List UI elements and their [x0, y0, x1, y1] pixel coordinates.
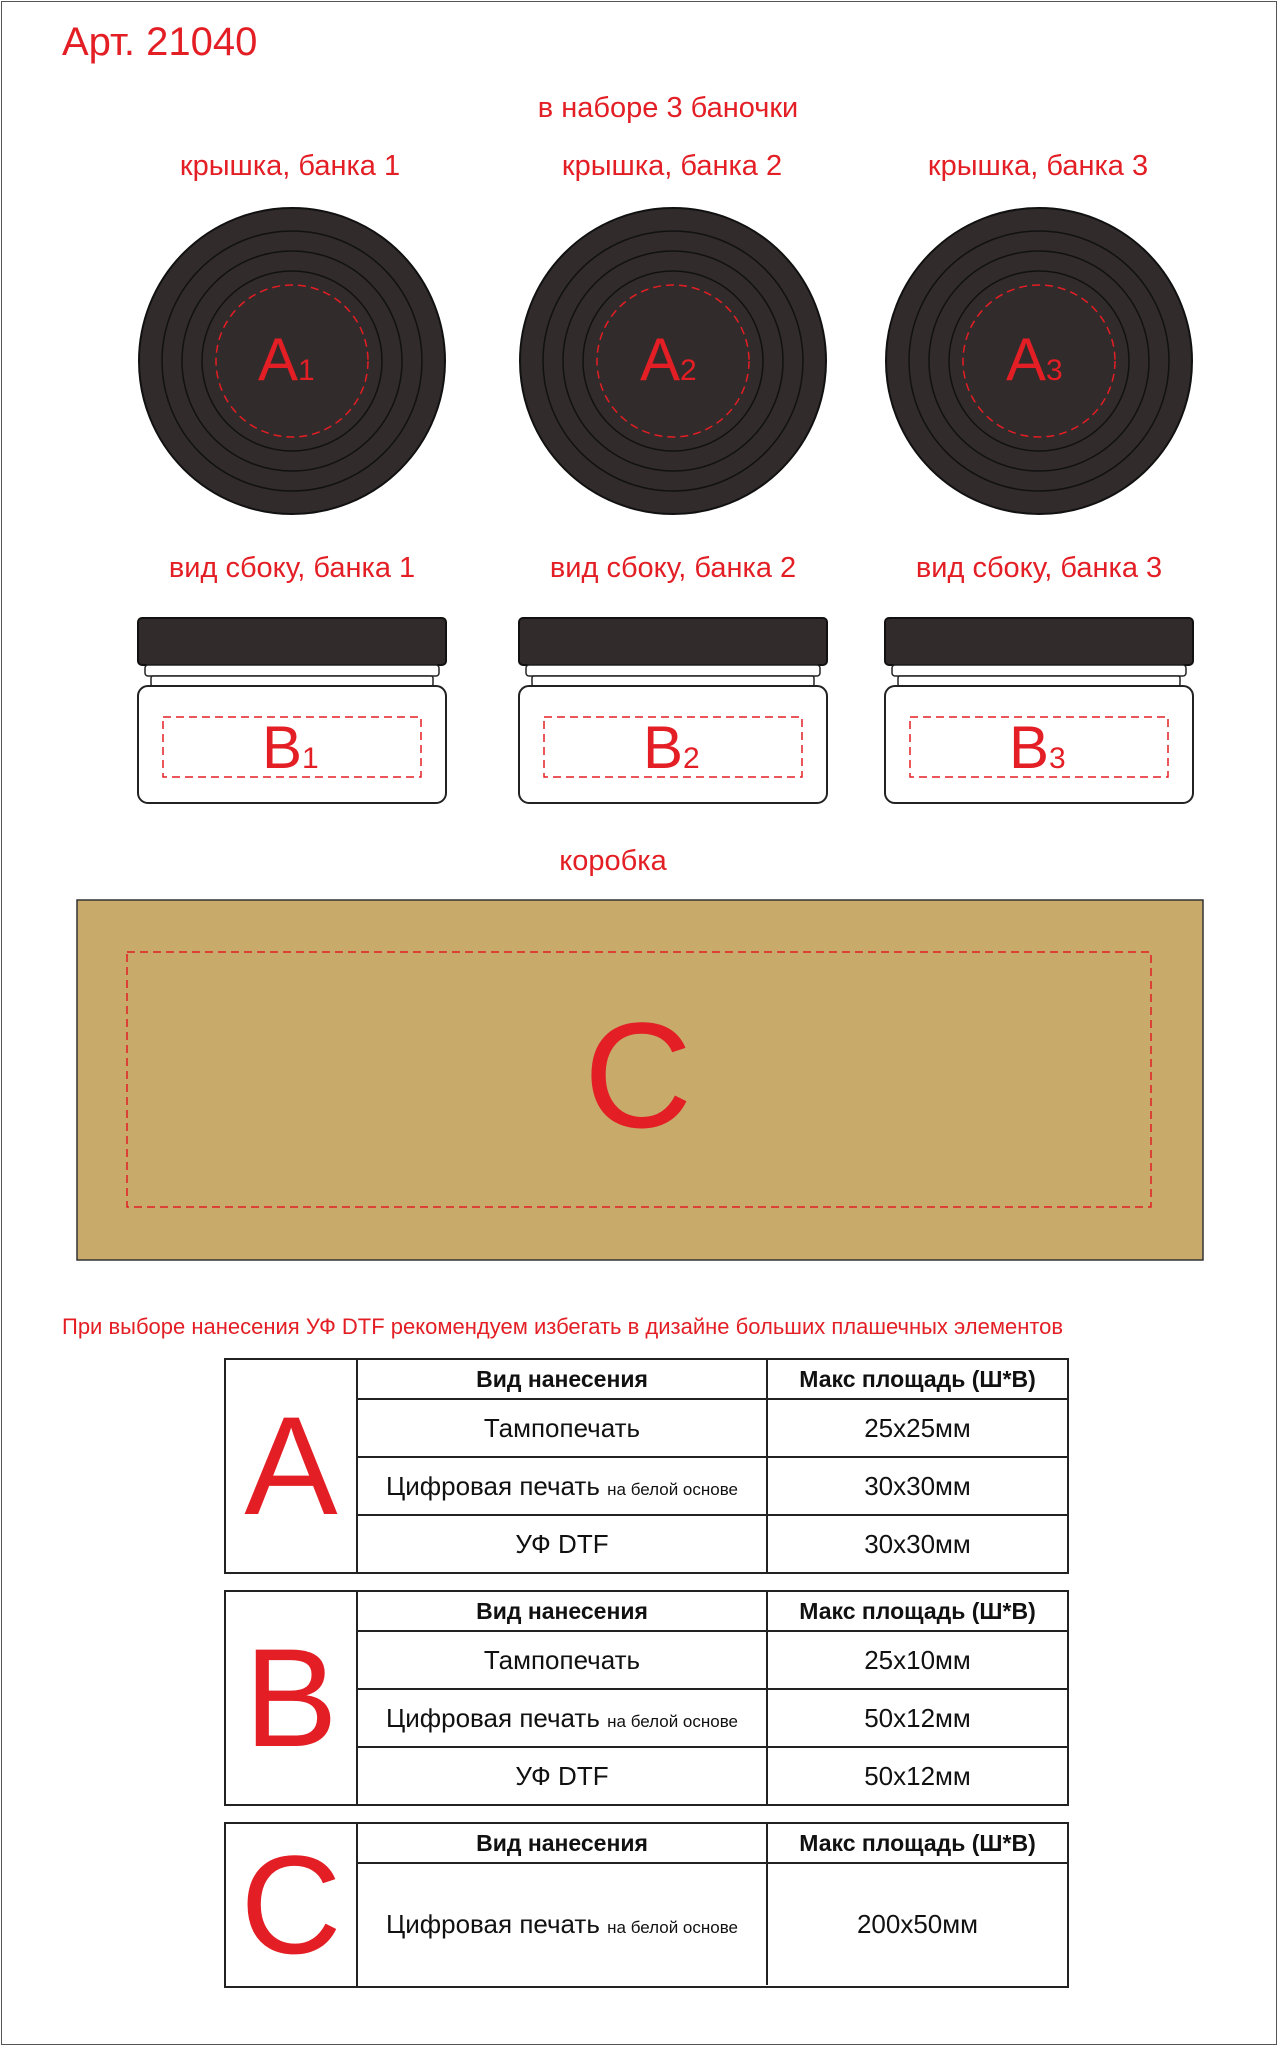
spec-letter-c: C	[226, 1824, 358, 1986]
table-row	[358, 1515, 1067, 1573]
method-name: УФ DTF	[515, 1529, 609, 1559]
max-size: 30x30мм	[767, 1515, 1067, 1573]
max-size: 25x10мм	[767, 1631, 1067, 1689]
lid-caption-2: крышка, банка 2	[561, 150, 783, 182]
method-note: на белой основе	[607, 1918, 739, 1937]
table-row	[358, 1863, 1067, 1985]
method-name: Тампопечать	[483, 1644, 641, 1675]
spec-table-c	[224, 1822, 1069, 1988]
table-row	[358, 1631, 1067, 1689]
size-header: Макс площадь (Ш*В)	[767, 1360, 1067, 1399]
max-size: 50x12мм	[767, 1689, 1067, 1747]
lid-zone-label-1: A1	[258, 326, 315, 393]
box-zone-label: C	[583, 991, 693, 1159]
max-size: 50x12мм	[767, 1747, 1067, 1805]
method-name: Тампопечать	[483, 1412, 641, 1443]
max-size: 30x30мм	[767, 1457, 1067, 1515]
box-caption: коробка	[559, 845, 667, 877]
side-zone-label-2: B2	[643, 714, 700, 781]
table-row	[358, 1689, 1067, 1747]
table-row	[358, 1399, 1067, 1457]
side-caption-2: вид сбоку, банка 2	[549, 552, 797, 584]
max-size: 25x25мм	[767, 1399, 1067, 1457]
spec-letter-a: A	[226, 1360, 358, 1572]
method-note: на белой основе	[607, 1479, 739, 1499]
lid-zone-label-3: A3	[1006, 326, 1063, 393]
method-note: на белой основе	[607, 1711, 739, 1731]
method-header: Вид нанесения	[358, 1592, 767, 1631]
side-caption-1: вид сбоку, банка 1	[168, 552, 416, 584]
method-name: УФ DTF	[515, 1761, 609, 1791]
method-header: Вид нанесения	[358, 1824, 767, 1863]
method-name: Цифровая печать	[385, 1909, 600, 1939]
side-zone-label-3: B3	[1009, 714, 1066, 781]
size-header: Макс площадь (Ш*В)	[767, 1824, 1067, 1863]
lid-zone-label-2: A2	[640, 326, 697, 393]
spec-table-a	[224, 1358, 1069, 1574]
method-header: Вид нанесения	[358, 1360, 767, 1399]
max-size: 200x50мм	[767, 1863, 1067, 1985]
table-row	[358, 1457, 1067, 1515]
set-caption: в наборе 3 баночки	[537, 92, 799, 124]
side-caption-3: вид сбоку, банка 3	[915, 552, 1163, 584]
spec-table-b	[224, 1590, 1069, 1806]
method-name: Цифровая печать	[385, 1470, 600, 1501]
spec-letter-b: B	[226, 1592, 358, 1804]
lid-caption-3: крышка, банка 3	[927, 150, 1149, 182]
lid-caption-1: крышка, банка 1	[179, 150, 401, 182]
uv-dtf-note: При выборе нанесения УФ DTF рекомендуем избегать в дизайне больших плашечных элементов	[62, 1314, 1064, 1339]
article-number: Арт. 21040	[62, 20, 258, 64]
method-name: Цифровая печать	[385, 1702, 600, 1733]
table-row	[358, 1747, 1067, 1805]
side-zone-label-1: B1	[262, 714, 319, 781]
size-header: Макс площадь (Ш*В)	[767, 1592, 1067, 1631]
